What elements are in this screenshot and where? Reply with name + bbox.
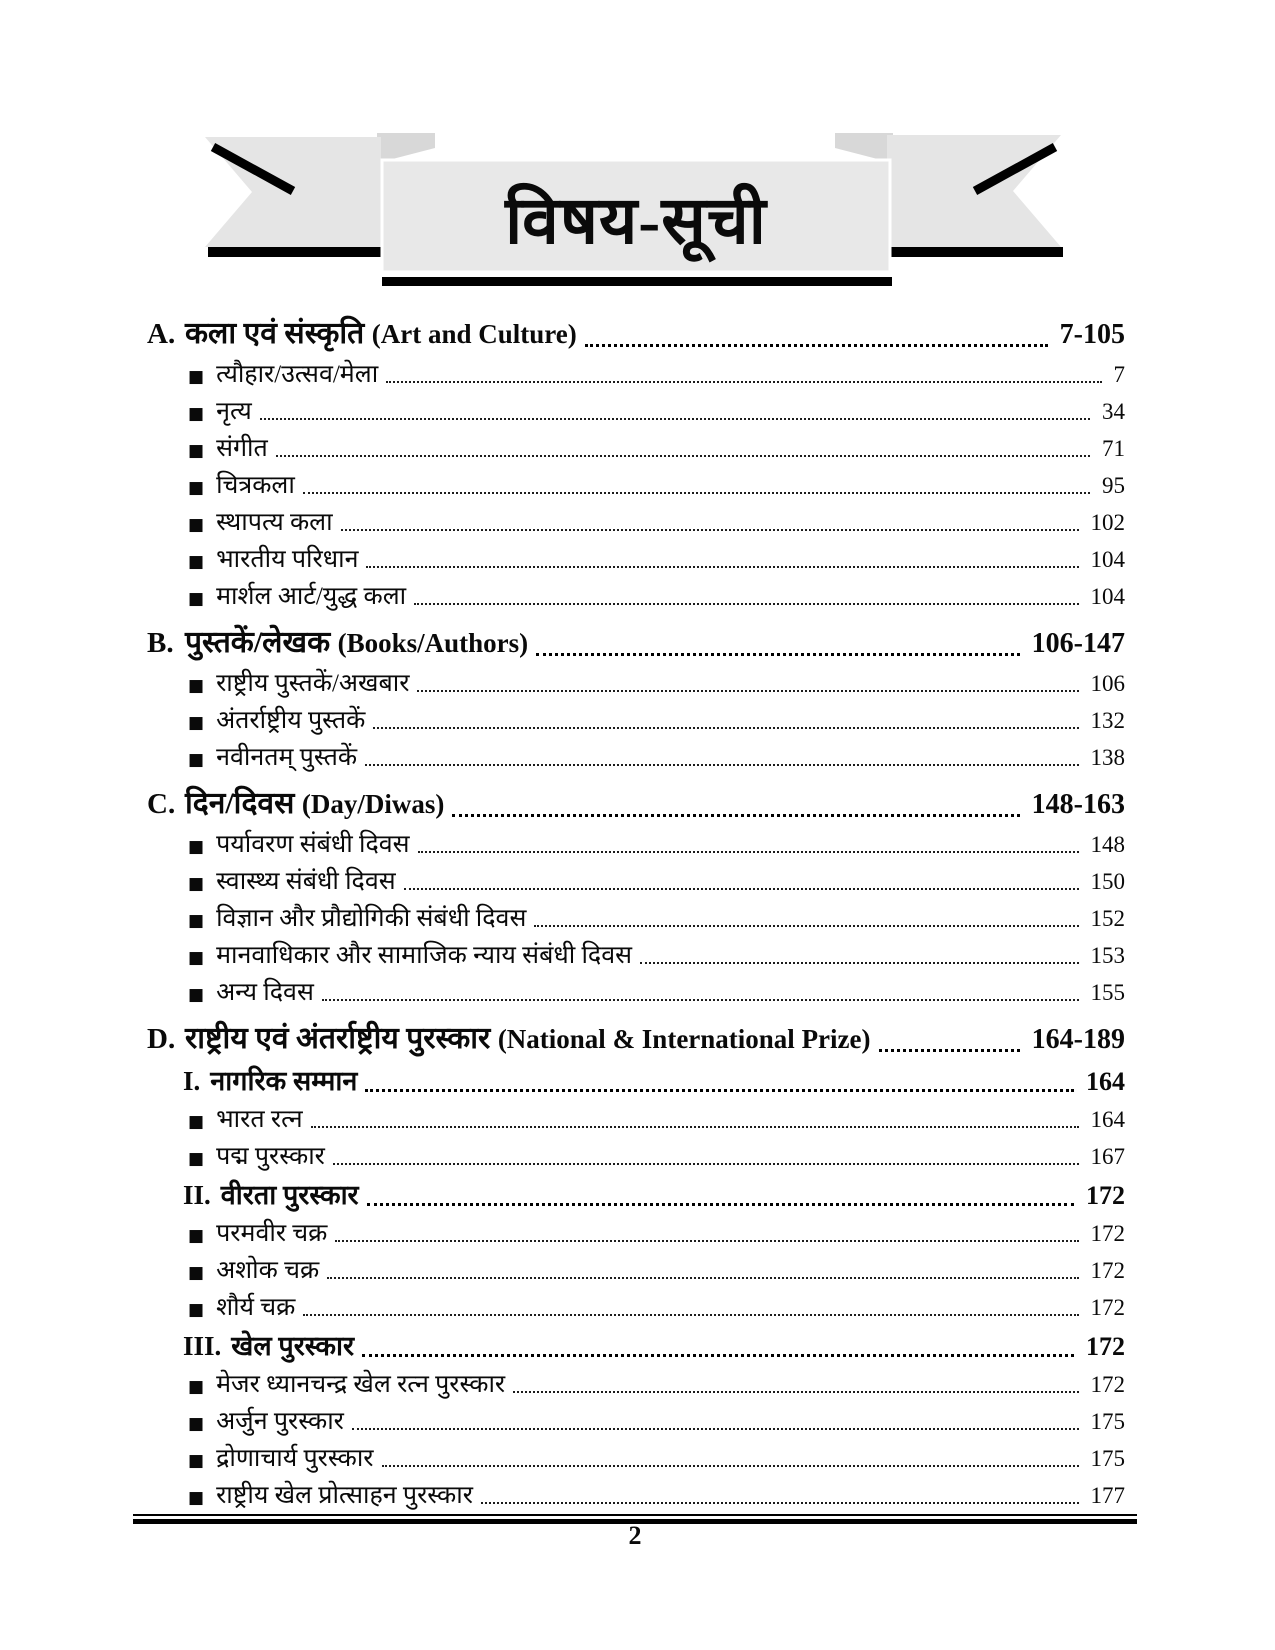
dot-leader [417,690,1078,692]
dot-leader [585,344,1048,347]
toc-item-page: 148 [1090,832,1125,857]
subsection-page-number: 172 [1086,1181,1125,1210]
dot-leader [365,1089,1074,1092]
toc-item-page: 95 [1102,473,1125,498]
dot-leader [327,1277,1078,1279]
toc-item-label: भारत रत्न [216,1106,303,1133]
subsection-title: वीरता पुरस्कार [220,1180,359,1210]
toc-item-page: 7 [1113,362,1125,387]
toc-item-page: 175 [1090,1446,1125,1471]
footer-page-number: 2 [628,1521,642,1550]
section-title-hindi: दिन/दिवस [185,787,302,820]
toc-item-label: अर्जुन पुरस्कार [216,1408,344,1435]
toc-item-page: 102 [1090,510,1125,535]
toc-item-label: नृत्य [216,398,252,425]
bullet-icon: ■ [188,1226,205,1246]
bullet-icon: ■ [188,515,205,535]
toc-item-label: द्रोणाचार्य पुरस्कार [216,1445,374,1472]
toc-item-page: 152 [1090,906,1125,931]
dot-leader [418,851,1079,853]
subsection-numeral: II. [183,1180,211,1210]
toc-item [147,504,1125,541]
toc-item [147,578,1125,615]
dot-leader [640,962,1079,964]
toc-item [147,467,1125,504]
toc-item-page: 150 [1090,869,1125,894]
section-title [185,1017,871,1066]
dot-leader [513,1391,1078,1393]
bullet-icon: ■ [188,837,205,857]
toc-item [147,937,1125,974]
bullet-icon: ■ [188,1149,205,1169]
toc-item-label: पद्म पुरस्कार [216,1143,325,1170]
toc-item [147,1366,1125,1403]
toc-item-page: 164 [1090,1107,1125,1132]
toc-item-label: पर्यावरण संबंधी दिवस [216,831,410,858]
bullet-icon: ■ [188,713,205,733]
toc-item [147,1477,1125,1514]
toc-item-page: 172 [1090,1372,1125,1397]
dot-leader [452,814,1019,817]
subsection-numeral: III. [183,1331,222,1361]
toc-item [147,739,1125,776]
toc-item-label: अन्य दिवस [216,979,314,1006]
toc-item [147,974,1125,1011]
toc-subsection-header [147,1061,1125,1101]
section-title [185,312,577,361]
toc-item [147,1289,1125,1326]
toc-item [147,356,1125,393]
dot-leader [276,455,1090,457]
toc-item-label: मानवाधिकार और सामाजिक न्याय संबंधी दिवस [216,942,632,969]
toc-item-label: संगीत [216,435,268,462]
section-title-hindi: राष्ट्रीय एवं अंतर्राष्ट्रीय पुरस्कार [185,1022,498,1055]
toc-section-header [147,312,1125,356]
toc-item-page: 138 [1090,745,1125,770]
subsection-title: खेल पुरस्कार [231,1331,355,1361]
bullet-icon: ■ [188,404,205,424]
toc-subsection-header [147,1175,1125,1215]
section-letter: C. [147,788,176,820]
toc-item [147,665,1125,702]
dot-leader [335,1240,1078,1242]
section-page-range: 106-147 [1031,628,1125,659]
toc-item-label: भारतीय परिधान [216,546,359,573]
table-of-contents [147,306,1125,1514]
dot-leader [362,1354,1074,1357]
bullet-icon: ■ [188,1451,205,1471]
dot-leader [536,653,1020,656]
toc-section-header [147,621,1125,665]
toc-item [147,1252,1125,1289]
toc-item [147,900,1125,937]
toc-item-label: नवीनतम् पुस्तकें [216,744,358,771]
dot-leader [322,999,1079,1001]
dot-leader [311,1126,1079,1128]
dot-leader [341,529,1079,531]
toc-item-label: चित्रकला [216,472,295,499]
toc-item-page: 172 [1090,1221,1125,1246]
section-title-english: (National & International Prize) [497,1024,871,1054]
section-letter: B. [147,627,174,659]
toc-item [147,702,1125,739]
dot-leader [260,418,1090,420]
toc-item-label: स्वास्थ्य संबंधी दिवस [216,868,396,895]
toc-item-page: 106 [1090,671,1125,696]
toc-item-page: 104 [1090,547,1125,572]
toc-item-label: परमवीर चक्र [216,1220,328,1247]
bullet-icon: ■ [188,911,205,931]
toc-item [147,863,1125,900]
toc-item-label: मेजर ध्यानचन्द्र खेल रत्न पुरस्कार [216,1371,506,1398]
dot-leader [303,492,1090,494]
bullet-icon: ■ [188,1263,205,1283]
banner-underline [382,277,892,286]
bullet-icon: ■ [188,589,205,609]
toc-item [147,541,1125,578]
dot-leader [367,1203,1074,1206]
dot-leader [366,566,1078,568]
toc-item-page: 155 [1090,980,1125,1005]
bullet-icon: ■ [188,478,205,498]
toc-item [147,1138,1125,1175]
toc-item [147,826,1125,863]
section-title-english: (Day/Diwas) [301,789,445,819]
section-title-english: (Art and Culture) [371,319,577,349]
toc-item-label: त्यौहार/उत्सव/मेला [216,361,379,388]
section-title-hindi: पुस्तकें/लेखक [185,626,338,659]
bullet-icon: ■ [188,441,205,461]
toc-item-page: 153 [1090,943,1125,968]
toc-item-label: राष्ट्रीय पुस्तकें/अखबार [216,670,410,697]
bullet-icon: ■ [188,1414,205,1434]
dot-leader [365,764,1078,766]
toc-item [147,1403,1125,1440]
section-letter: D. [147,1023,176,1055]
toc-item-label: विज्ञान और प्रौद्योगिकी संबंधी दिवस [216,905,527,932]
section-page-range: 148-163 [1031,789,1125,820]
toc-item-page: 175 [1090,1409,1125,1434]
toc-item [147,1440,1125,1477]
section-title-english: (Books/Authors) [337,628,529,658]
bullet-icon: ■ [188,367,205,387]
toc-item-page: 71 [1102,436,1125,461]
section-title [185,782,444,831]
dot-leader [373,727,1078,729]
toc-item-page: 167 [1090,1144,1125,1169]
toc-section-header [147,1017,1125,1061]
bullet-icon: ■ [188,1112,205,1132]
toc-item-label: मार्शल आर्ट/युद्ध कला [216,583,407,610]
toc-item [147,430,1125,467]
section-title-hindi: कला एवं संस्कृति [185,317,372,350]
bullet-icon: ■ [188,1300,205,1320]
bullet-icon: ■ [188,948,205,968]
ribbon-bar-left [208,247,384,257]
subsection-title: नागरिक सम्मान [210,1066,358,1096]
toc-item-page: 172 [1090,1258,1125,1283]
bullet-icon: ■ [188,676,205,696]
bullet-icon: ■ [188,1377,205,1397]
page-title: विषय-सूची [505,185,767,258]
dot-leader [534,925,1078,927]
title-banner [203,125,1065,295]
toc-item-label: अशोक चक्र [216,1257,320,1284]
toc-item-label: अंतर्राष्ट्रीय पुस्तकें [216,707,366,734]
toc-item-page: 132 [1090,708,1125,733]
dot-leader [404,888,1079,890]
section-page-range: 7-105 [1059,319,1125,350]
toc-item-page: 34 [1102,399,1125,424]
dot-leader [386,381,1101,383]
dot-leader [333,1163,1079,1165]
toc-item [147,393,1125,430]
subsection-numeral: I. [183,1066,201,1096]
section-title [185,621,528,670]
bullet-icon: ■ [188,985,205,1005]
ribbon-bar-right [887,247,1063,257]
dot-leader [414,603,1078,605]
dot-leader [352,1428,1079,1430]
section-letter: A. [147,318,176,350]
toc-subsection-header [147,1326,1125,1366]
bullet-icon: ■ [188,1488,205,1508]
toc-section-header [147,782,1125,826]
ribbon-tail-right [887,135,1061,247]
toc-item-label: शौर्य चक्र [216,1294,296,1321]
toc-item-page: 177 [1090,1483,1125,1508]
bullet-icon: ■ [188,874,205,894]
dot-leader [879,1049,1020,1052]
dot-leader [303,1314,1078,1316]
toc-item-label: राष्ट्रीय खेल प्रोत्साहन पुरस्कार [216,1482,473,1509]
section-page-range: 164-189 [1031,1024,1125,1055]
toc-item [147,1215,1125,1252]
subsection-page-number: 172 [1086,1332,1125,1361]
dot-leader [382,1465,1079,1467]
bullet-icon: ■ [188,750,205,770]
toc-item [147,1101,1125,1138]
toc-item-label: स्थापत्य कला [216,509,333,536]
bullet-icon: ■ [188,552,205,572]
toc-item-page: 172 [1090,1295,1125,1320]
dot-leader [481,1502,1079,1504]
subsection-page-number: 164 [1086,1067,1125,1096]
toc-item-page: 104 [1090,584,1125,609]
